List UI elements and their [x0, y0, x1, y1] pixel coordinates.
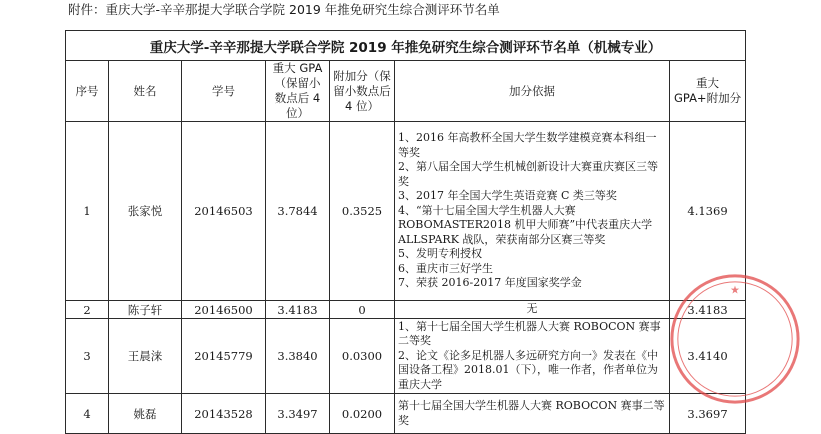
basis-item: 4、“第十七届全国大学生机器人大赛 ROBOMASTER2018 机甲大师赛”中代表重庆大学 ALLSPARK 战队，荣获南部分区赛三等奖 — [398, 203, 653, 246]
cell-gpa: 3.4183 — [266, 301, 330, 319]
cell-no: 1 — [66, 122, 109, 301]
cell-bonus: 0 — [330, 301, 395, 319]
cell-id: 20146503 — [182, 122, 266, 301]
cell-basis — [395, 122, 670, 301]
cell-name: 陈子轩 — [109, 301, 182, 319]
cell-basis — [395, 319, 670, 394]
cell-name: 王晨涞 — [109, 319, 182, 394]
col-header-bonus: 附加分（保留小数点后 4 位） — [330, 61, 395, 122]
cell-total: 3.4140 — [670, 319, 746, 394]
svg-text:★: ★ — [730, 283, 740, 297]
cell-id: 20143528 — [182, 394, 266, 434]
cell-no: 3 — [66, 319, 109, 394]
col-header-name: 姓名 — [109, 61, 182, 122]
basis-item: 无 — [526, 302, 538, 316]
table-title: 重庆大学-辛辛那提大学联合学院 2019 年推免研究生综合测评环节名单（机械专业） — [66, 31, 746, 61]
cell-gpa: 3.3840 — [266, 319, 330, 394]
col-header-id: 学号 — [182, 61, 266, 122]
col-header-no: 序号 — [66, 61, 109, 122]
col-header-basis: 加分依据 — [395, 61, 670, 122]
cell-name: 张家悦 — [109, 122, 182, 301]
cell-basis — [395, 394, 670, 434]
cell-bonus: 0.3525 — [330, 122, 395, 301]
cell-bonus: 0.0200 — [330, 394, 395, 434]
evaluation-table — [65, 30, 746, 434]
col-header-gpa: 重大 GPA（保留小数点后 4 位） — [266, 61, 330, 122]
cell-no: 4 — [66, 394, 109, 434]
col-header-total: 重大 GPA+附加分 — [670, 61, 746, 122]
table-row — [66, 301, 746, 319]
cell-basis — [395, 301, 670, 319]
cell-gpa: 3.3497 — [266, 394, 330, 434]
cell-total: 4.1369 — [670, 122, 746, 301]
cell-gpa: 3.7844 — [266, 122, 330, 301]
basis-item: 1、第十七届全国大学生机器人大赛 ROBOCON 赛事二等奖 — [398, 319, 661, 348]
table-row — [66, 394, 746, 434]
cell-id: 20145779 — [182, 319, 266, 394]
basis-item: 6、重庆市三好学生 — [398, 261, 493, 275]
cell-id: 20146500 — [182, 301, 266, 319]
cell-bonus: 0.0300 — [330, 319, 395, 394]
basis-item: 2、论文《论多足机器人多远研究方向一》发表在《中国设备工程》2018.01（下），唯一作者，作者单位为重庆大学 — [398, 348, 658, 391]
basis-item: 1、2016 年高教杯全国大学生数学建模竞赛本科组一等奖 — [398, 131, 657, 159]
cell-total: 3.3697 — [670, 394, 746, 434]
attachment-note: 附件：重庆大学-辛辛那提大学联合学院 2019 年推免研究生综合测评环节名单 — [68, 2, 500, 17]
cell-no: 2 — [66, 301, 109, 319]
basis-item: 3、2017 年全国大学生英语竞赛 C 类三等奖 — [398, 189, 617, 203]
cell-total: 3.4183 — [670, 301, 746, 319]
table-row — [66, 122, 746, 301]
cell-name: 姚磊 — [109, 394, 182, 434]
basis-item: 7、荣获 2016-2017 年度国家奖学金 — [398, 276, 582, 290]
table-row — [66, 319, 746, 394]
basis-item: 2、第八届全国大学生机械创新设计大赛重庆赛区三等奖 — [398, 160, 658, 188]
basis-item: 第十七届全国大学生机器人大赛 ROBOCON 赛事二等奖 — [398, 399, 665, 427]
basis-item: 5、发明专利授权 — [398, 247, 482, 261]
table-header-row — [66, 61, 746, 122]
